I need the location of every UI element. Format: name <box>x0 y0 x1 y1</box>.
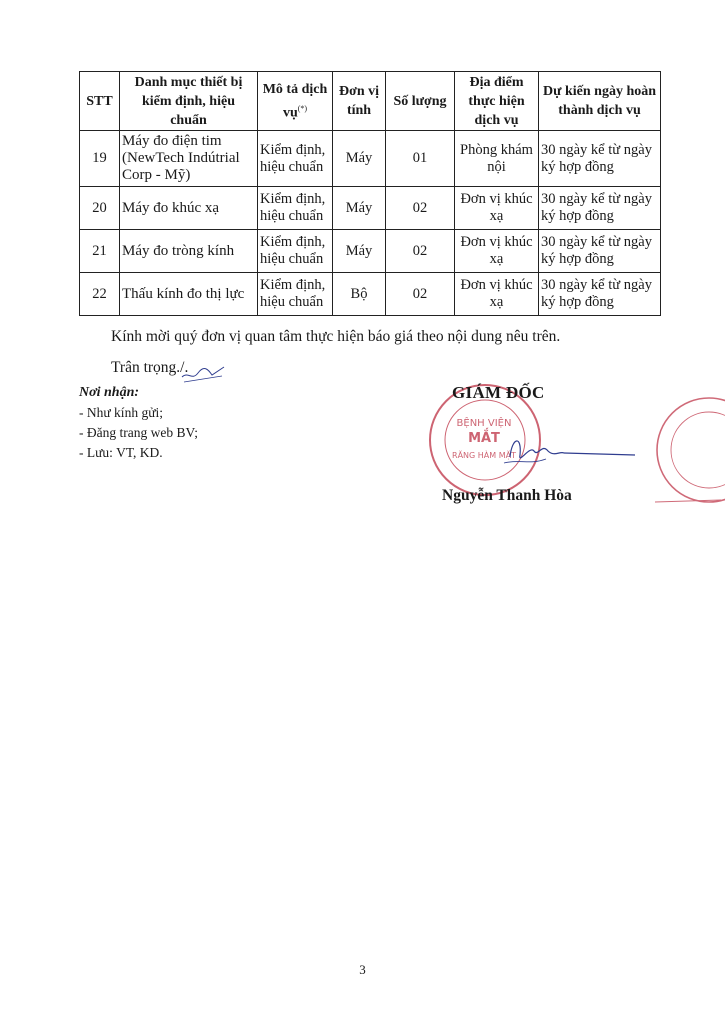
cell-location: Đơn vị khúc xạ <box>455 273 539 316</box>
signature-title: GIÁM ĐỐC <box>452 383 545 402</box>
cell-location: Phòng khám nội <box>455 131 539 187</box>
cell-completion: 30 ngày kể từ ngày ký hợp đồng <box>539 273 661 316</box>
regards-text: Trân trọng./. <box>111 359 189 376</box>
header-completion: Dự kiến ngày hoàn thành dịch vụ <box>539 72 661 131</box>
page-number: 3 <box>359 962 366 977</box>
cell-unit: Máy <box>333 187 386 230</box>
signature-icon <box>490 425 640 475</box>
cell-desc: Kiểm định, hiệu chuẩn <box>258 187 333 230</box>
cell-completion: 30 ngày kể từ ngày ký hợp đồng <box>539 230 661 273</box>
header-category: Danh mục thiết bị kiểm định, hiệu chuẩn <box>120 72 258 131</box>
invitation-text: Kính mời quý đơn vị quan tâm thực hiện báo giá theo nội dung nêu trên. <box>111 328 561 345</box>
cell-desc: Kiểm định, hiệu chuẩn <box>258 273 333 316</box>
cell-unit: Bộ <box>333 273 386 316</box>
header-description <box>258 72 333 131</box>
recipient-item: - Đăng trang web BV; <box>79 425 198 440</box>
table-header-row <box>80 72 661 131</box>
table-row <box>80 273 661 316</box>
cell-qty: 01 <box>386 131 455 187</box>
signer-name: Nguyễn Thanh Hòa <box>442 487 572 504</box>
header-unit: Đơn vị tính <box>333 72 386 131</box>
cell-location: Đơn vị khúc xạ <box>455 187 539 230</box>
recipient-item: - Như kính gửi; <box>79 405 164 420</box>
seal-line-2: MẮT <box>468 431 500 446</box>
header-location: Địa điểm thực hiện dịch vụ <box>455 72 539 131</box>
seal-line-1: BỆNH VIỆN <box>456 418 512 429</box>
cell-desc: Kiểm định, hiệu chuẩn <box>258 230 333 273</box>
cell-stt: 20 <box>80 187 120 230</box>
cell-qty: 02 <box>386 230 455 273</box>
cell-qty: 02 <box>386 187 455 230</box>
cell-stt: 21 <box>80 230 120 273</box>
cell-name: Máy đo khúc xạ <box>120 187 258 230</box>
header-quantity: Số lượng <box>386 72 455 131</box>
table-row <box>80 187 661 230</box>
table-row <box>80 230 661 273</box>
cell-completion: 30 ngày kể từ ngày ký hợp đồng <box>539 131 661 187</box>
cell-name: Máy đo điện tim (NewTech Indútrial Corp - Mỹ) <box>120 131 258 187</box>
table-row <box>80 131 661 187</box>
cell-name: Máy đo tròng kính <box>120 230 258 273</box>
cell-stt: 19 <box>80 131 120 187</box>
cell-stt: 22 <box>80 273 120 316</box>
cell-completion: 30 ngày kể từ ngày ký hợp đồng <box>539 187 661 230</box>
service-table <box>79 71 661 316</box>
seal-line-3: RĂNG HÀM MẶT <box>452 451 516 460</box>
recipients-title: Nơi nhận: <box>79 385 140 400</box>
cell-qty: 02 <box>386 273 455 316</box>
cell-desc: Kiểm định, hiệu chuẩn <box>258 131 333 187</box>
header-description-note: (*) <box>297 103 308 113</box>
cell-location: Đơn vị khúc xạ <box>455 230 539 273</box>
recipient-item: - Lưu: VT, KD. <box>79 445 163 460</box>
initial-mark-icon <box>178 363 228 385</box>
cell-unit: Máy <box>333 131 386 187</box>
header-description-label: Mô tả dịch vụ <box>262 81 328 121</box>
header-stt: STT <box>80 72 120 131</box>
cell-unit: Máy <box>333 230 386 273</box>
cell-name: Thấu kính đo thị lực <box>120 273 258 316</box>
partial-seal-icon <box>647 392 725 510</box>
